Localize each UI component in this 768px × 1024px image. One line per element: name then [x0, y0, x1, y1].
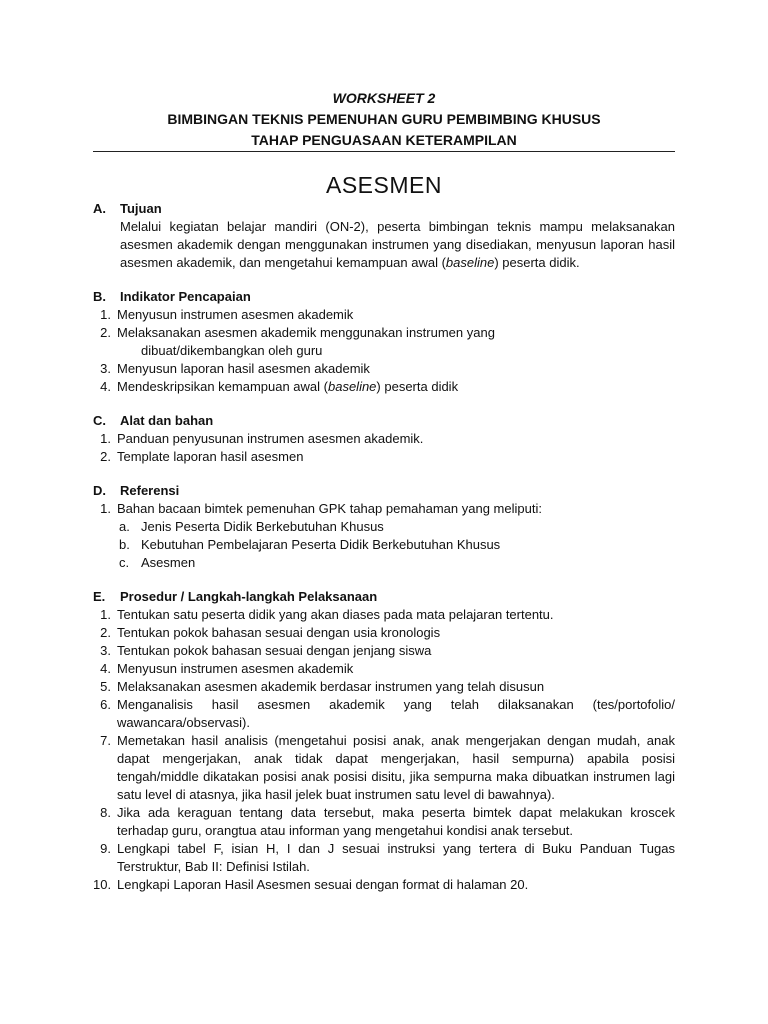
item-letter: a.	[119, 519, 130, 534]
section-letter: B.	[93, 289, 106, 304]
item-text: Tentukan satu peserta didik yang akan diases pada mata pelajaran tertentu.	[117, 607, 554, 622]
item-text: Asesmen	[141, 555, 196, 570]
list-item-continuation	[93, 342, 675, 360]
item-text-part: ) peserta didik	[376, 379, 459, 394]
item-number: 2.	[100, 625, 111, 640]
prosedur-list	[93, 606, 675, 894]
list-item	[93, 624, 675, 642]
tujuan-paragraph	[120, 218, 675, 272]
section-title: Tujuan	[120, 201, 162, 216]
item-text: Tentukan pokok bahasan sesuai dengan jenjang siswa	[117, 643, 432, 658]
section-title: Prosedur / Langkah-langkah Pelaksanaan	[120, 589, 378, 604]
section-letter: D.	[93, 483, 106, 498]
referensi-sublist	[117, 518, 675, 572]
list-item	[93, 448, 675, 466]
section-e-heading	[93, 588, 675, 606]
item-text: Menyusun instrumen asesmen akademik	[117, 661, 354, 676]
item-text: Menyusun laporan hasil asesmen akademik	[117, 361, 370, 376]
para-text: ) peserta didik.	[494, 255, 580, 270]
worksheet-label: WORKSHEET 2	[332, 90, 436, 106]
section-a-heading	[93, 200, 675, 218]
item-text: Melaksanakan asesmen akademik menggunakan instrumen yang	[117, 325, 495, 340]
item-letter: c.	[119, 555, 130, 570]
item-number: 6.	[100, 697, 111, 712]
section-letter: A.	[93, 201, 106, 216]
item-text: Bahan bacaan bimtek pemenuhan GPK tahap pemahaman yang meliputi:	[117, 501, 542, 516]
item-letter: b.	[119, 537, 130, 552]
item-text: Jika ada keraguan tentang data tersebut, maka peserta bimtek dapat melakukan kroscek terhadap guru, orangtua atau informan yang mengetahui kondisi anak tersebut.	[117, 805, 675, 838]
item-text: Kebutuhan Pembelajaran Peserta Didik Berkebutuhan Khusus	[141, 537, 501, 552]
item-indent	[93, 342, 141, 360]
section-title: Alat dan bahan	[120, 413, 214, 428]
para-text: Melalui kegiatan belajar mandiri (ON-2), peserta bimbingan teknis mampu melaksanakan asesmen akademik dengan menggunakan instrumen yang disediakan, menyusun laporan hasil asesmen akademik, dan mengetahui kemampuan awal (	[120, 219, 675, 270]
item-number: 7.	[100, 733, 111, 748]
section-title: Indikator Pencapaian	[120, 289, 251, 304]
list-item	[93, 378, 675, 396]
item-number: 1.	[100, 501, 111, 516]
list-item	[93, 606, 675, 624]
header-line-2: TAHAP PENGUASAAN KETERAMPILAN	[251, 132, 517, 148]
item-text: Melaksanakan asesmen akademik berdasar instrumen yang telah disusun	[117, 679, 545, 694]
item-number: 1.	[100, 431, 111, 446]
spacer	[93, 572, 675, 588]
section-c-heading	[93, 412, 675, 430]
item-text: Menganalisis hasil asesmen akademik yang telah dilaksanakan (tes/portofolio/ wawancara/observasi).	[117, 697, 675, 730]
item-text	[117, 378, 675, 396]
spacer	[93, 466, 675, 482]
item-text: Lengkapi Laporan Hasil Asesmen sesuai dengan format di halaman 20.	[117, 877, 529, 892]
list-item	[93, 430, 675, 448]
list-item	[93, 500, 675, 518]
list-item	[93, 324, 675, 342]
item-number: 3.	[100, 643, 111, 658]
item-text: Memetakan hasil analisis (mengetahui posisi anak, anak mengerjakan dengan mudah, anak dapat mengerjakan, anak tidak dapat mengerjakan, hasil sempurna) apabila posisi tengah/middle dikatakan posisi anak posisi disitu, jika sempurna maka dibuatkan instrumen lagi satu level di atasnya, jika hasil jelek buat instrumen satu level di bawahnya).	[117, 733, 675, 802]
item-text-part: Mendeskripsikan kemampuan awal (	[117, 379, 328, 394]
sub-list-item	[117, 518, 675, 536]
section-d-heading	[93, 482, 675, 500]
section-title: Referensi	[120, 483, 180, 498]
para-italic: baseline	[445, 255, 495, 270]
section-d	[93, 482, 675, 572]
document-header	[0, 88, 768, 151]
list-item	[93, 696, 675, 732]
item-text: dibuat/dikembangkan oleh guru	[141, 343, 323, 358]
document-body	[93, 200, 675, 894]
item-number: 4.	[100, 379, 111, 394]
list-item	[93, 360, 675, 378]
item-number: 2.	[100, 449, 111, 464]
section-a	[93, 200, 675, 272]
list-item	[93, 732, 675, 804]
item-text: Template laporan hasil asesmen	[117, 449, 304, 464]
header-line-1: BIMBINGAN TEKNIS PEMENUHAN GURU PEMBIMBING KHUSUS	[167, 111, 601, 127]
item-text-italic: baseline	[327, 379, 377, 394]
item-number: 4.	[100, 661, 111, 676]
section-letter: E.	[93, 589, 106, 604]
item-number: 5.	[100, 679, 111, 694]
indikator-list	[93, 306, 675, 396]
item-number: 9.	[100, 841, 111, 856]
list-item	[93, 804, 675, 840]
item-text: Tentukan pokok bahasan sesuai dengan usia kronologis	[117, 625, 441, 640]
sub-list-item	[117, 554, 675, 572]
spacer	[93, 272, 675, 288]
item-number: 1.	[100, 307, 111, 322]
list-item	[93, 642, 675, 660]
section-b-heading	[93, 288, 675, 306]
section-b	[93, 288, 675, 396]
section-letter: C.	[93, 413, 106, 428]
header-divider	[93, 151, 675, 152]
item-text: Menyusun instrumen asesmen akademik	[117, 307, 354, 322]
sub-list-item	[117, 536, 675, 554]
list-item	[93, 840, 675, 876]
section-c	[93, 412, 675, 466]
list-item	[93, 660, 675, 678]
item-text: Jenis Peserta Didik Berkebutuhan Khusus	[141, 519, 384, 534]
item-text: Panduan penyusunan instrumen asesmen akademik.	[117, 431, 424, 446]
list-item	[93, 876, 675, 894]
section-e	[93, 588, 675, 894]
item-number: 10.	[93, 877, 112, 892]
spacer	[93, 396, 675, 412]
item-number: 3.	[100, 361, 111, 376]
item-number: 8.	[100, 805, 111, 820]
item-number: 1.	[100, 607, 111, 622]
list-item	[93, 306, 675, 324]
section-a-body	[120, 218, 675, 272]
referensi-list	[93, 500, 675, 572]
alat-list	[93, 430, 675, 466]
page-title: ASESMEN	[326, 172, 442, 198]
item-number: 2.	[100, 325, 111, 340]
list-item	[93, 678, 675, 696]
item-text: Lengkapi tabel F, isian H, I dan J sesuai instruksi yang tertera di Buku Panduan Tugas Terstruktur, Bab II: Definisi Istilah.	[117, 841, 675, 874]
